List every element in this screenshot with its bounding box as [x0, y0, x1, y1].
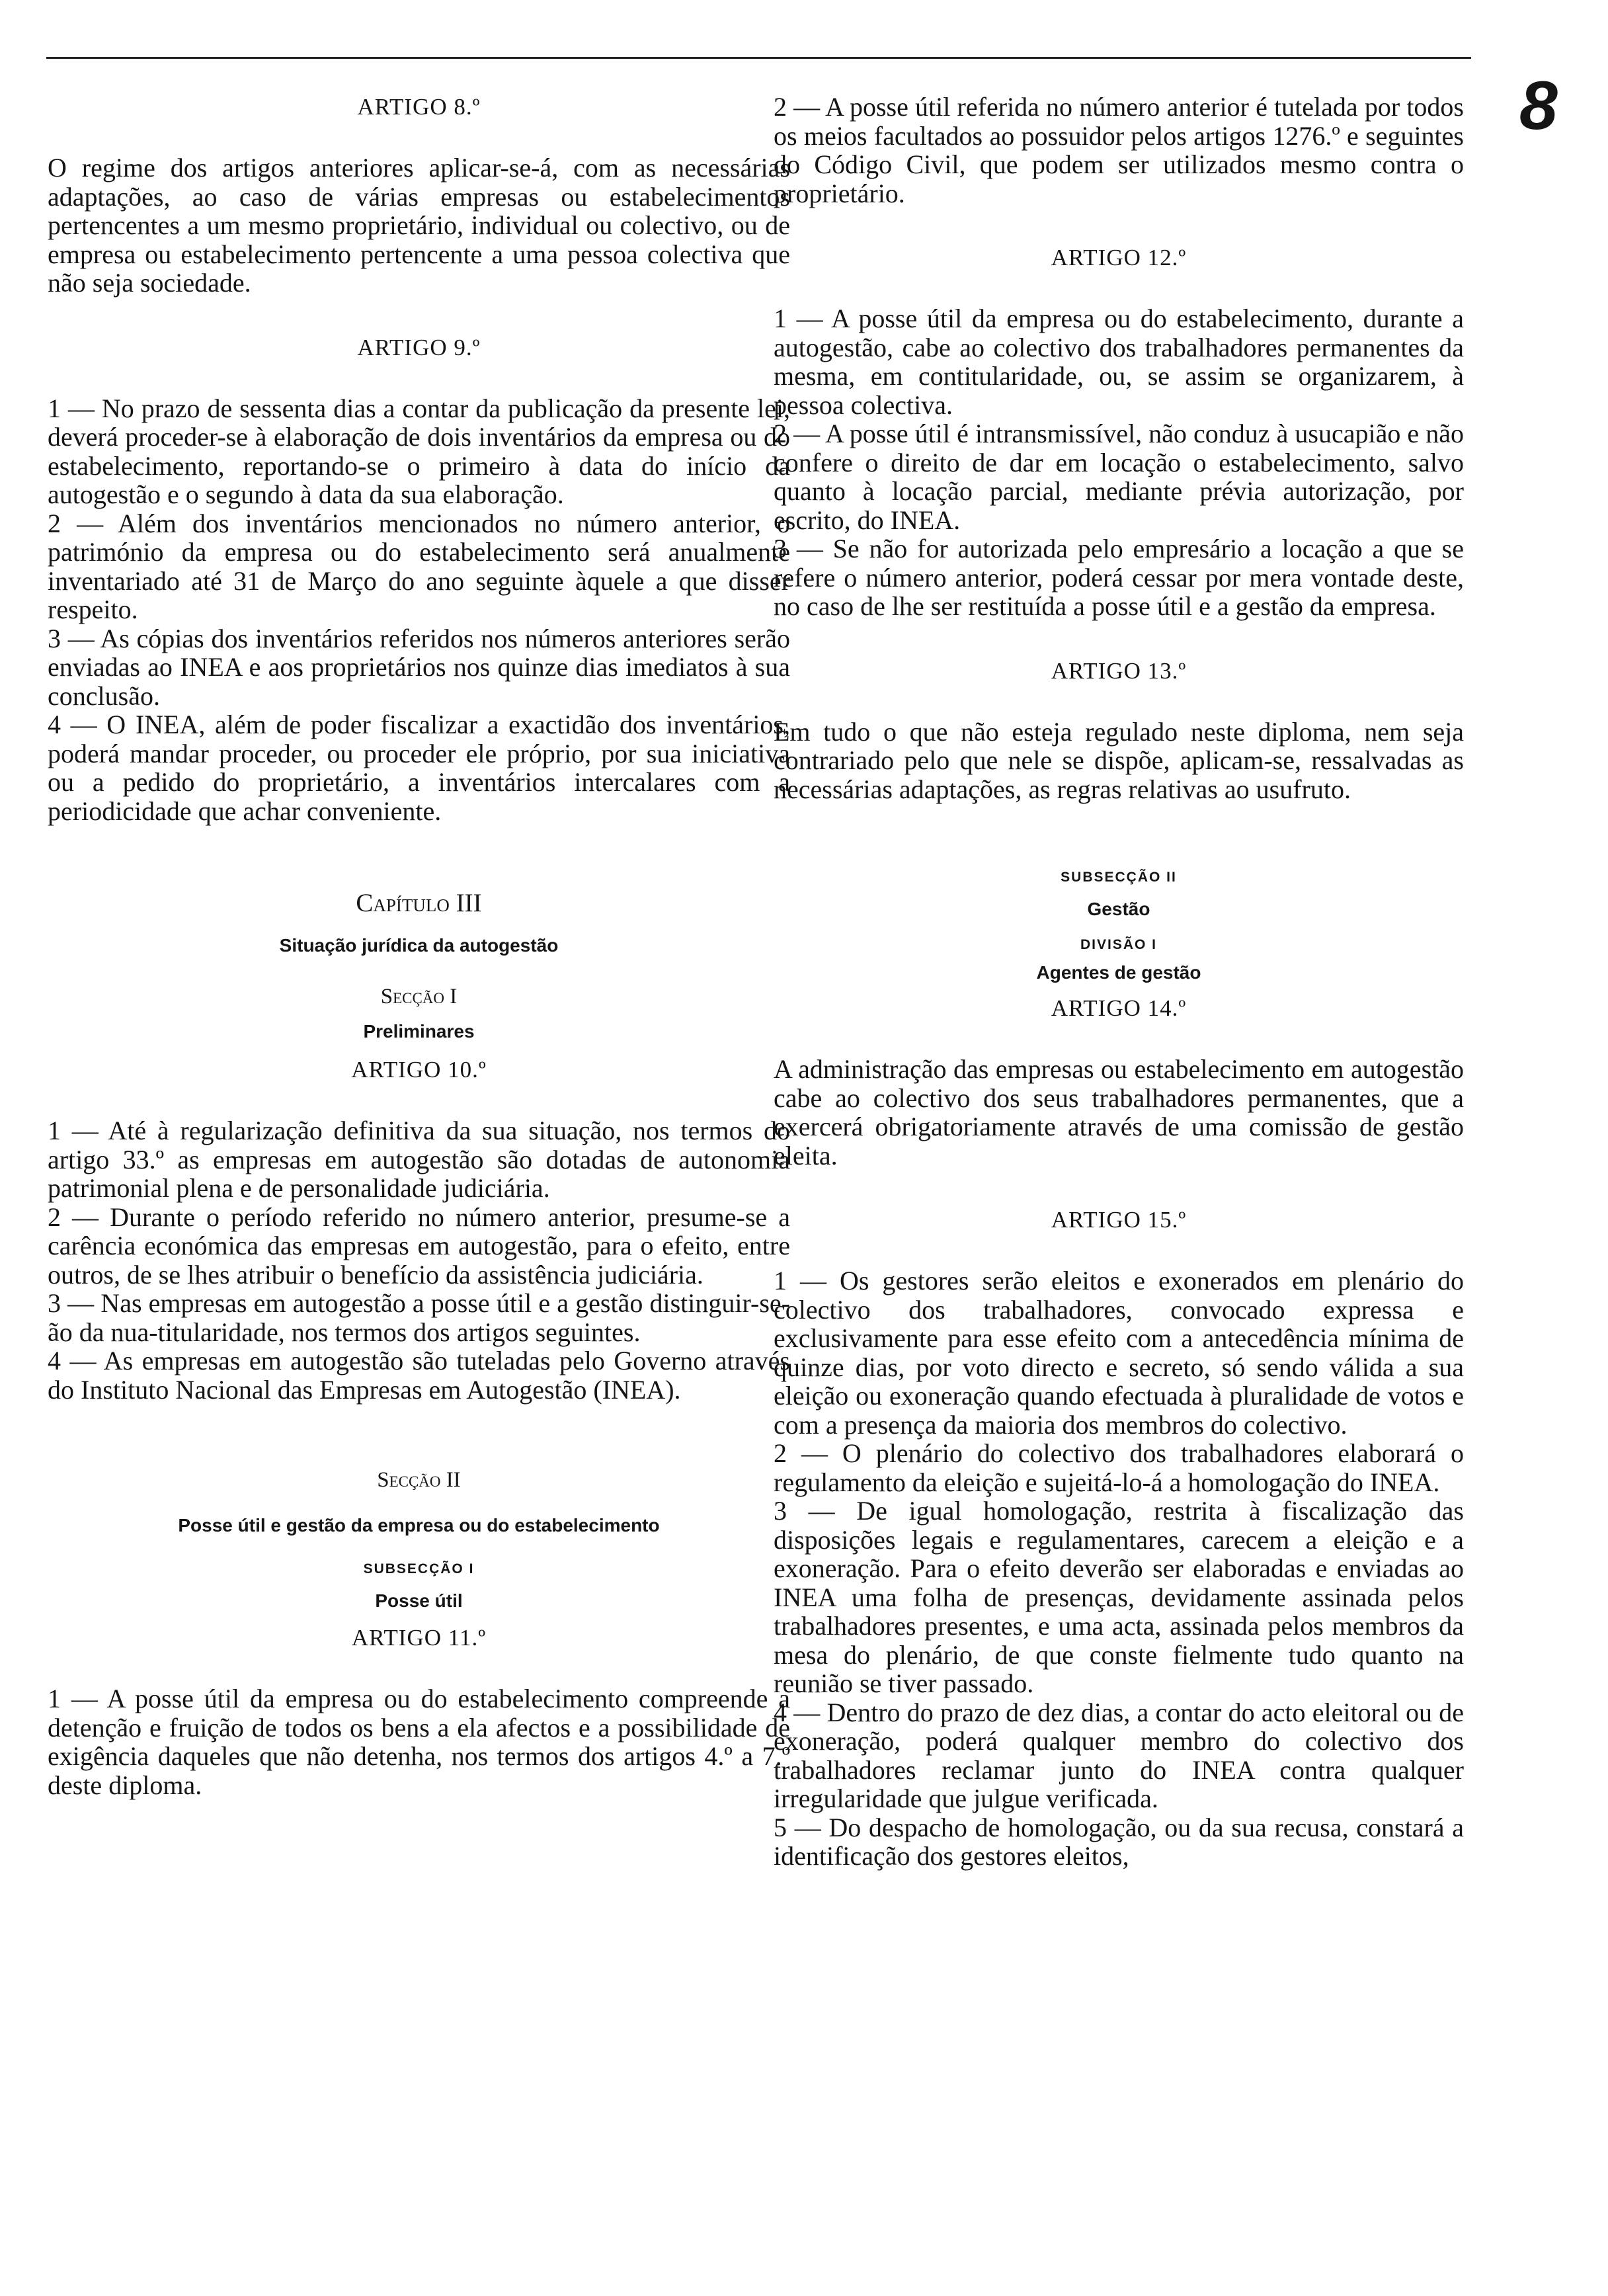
article-9-item-2: 2 — Além dos inventários mencionados no número anterior, o património da empresa ou do estabelecimento será anualmente inventariado até 31 de Março do ano seguinte àquele a que disser respeito. [48, 508, 790, 624]
article-9-item-4: 4 — O INEA, além de poder fiscalizar a exactidão dos inventários, poderá mandar proceder, ou proceder ele próprio, por sua iniciativa ou a pedido do proprietário, a inventários intercalares com a periodicidade que achar conveniente. [48, 710, 790, 826]
article-10-item-4: 4 — As empresas em autogestão são tuteladas pelo Governo através do Instituto Nacional das Empresas em Autogestão (INEA). [48, 1346, 790, 1405]
section-2-title: Secção II [377, 1468, 461, 1492]
section-1-subtitle: Preliminares [363, 1021, 475, 1042]
article-15-item-3: 3 — De igual homologação, restrita à fiscalização das disposições legais e regulamentares, carecem a eleição e a exoneração. Para o efeito deverão ser elaboradas e enviadas ao INEA uma folha de presenças, devidamente assinada pelos trabalhadores presentes, e uma acta, assinada pelos membros da mesa do plenário, de que conste fielmente tudo quanto na reunião se tiver passado. [774, 1496, 1464, 1698]
article-14-heading: ARTIGO 14.º [1051, 995, 1187, 1021]
article-15-item-1: 1 — Os gestores serão eleitos e exonerados em plenário do colectivo dos trabalhadores, convocado expressa e exclusivamente para esse efeito com a antecedência mínima de quinze dias, por voto directo e secreto, só sendo válida a sua eleição ou exoneração quando efectuada à pluralidade de votos e com a presença da maioria dos membros do colectivo. [774, 1266, 1464, 1440]
top-rule [46, 57, 1471, 59]
article-13-heading: ARTIGO 13.º [1051, 657, 1187, 684]
subsection-2-title: SUBSECÇÃO II [1061, 870, 1177, 885]
article-15-heading: ARTIGO 15.º [1051, 1207, 1187, 1233]
section-1-title: Secção I [380, 985, 458, 1008]
article-10-item-1: 1 — Até à regularização definitiva da sua situação, nos termos do artigo 33.º as empresas em autogestão são dotadas de autonomia patrimonial plena e de personalidade judiciária. [48, 1116, 790, 1203]
subsection-1-title: SUBSECÇÃO I [363, 1561, 475, 1577]
article-13-text: Em tudo o que não esteja regulado neste diploma, nem seja contrariado pelo que nele se dispõe, aplicam-se, ressalvadas as necessárias adaptações, as regras relativas ao usufruto. [774, 716, 1464, 804]
article-12-item-3: 3 — Se não for autorizada pelo empresário a locação a que se refere o número anterior, poderá cessar por mera vontade deste, no caso de lhe ser restituída a posse útil e a gestão da empresa. [774, 534, 1464, 621]
article-10-heading: ARTIGO 10.º [351, 1057, 487, 1083]
article-11-item-2: 2 — A posse útil referida no número anterior é tutelada por todos os meios facultados ao possuidor pelos artigos 1276.º e seguintes do Código Civil, que podem ser utilizados mesmo contra o proprietário. [774, 92, 1464, 208]
article-8-text: O regime dos artigos anteriores aplicar-se-á, com as necessárias adaptações, ao caso de várias empresas ou estabelecimentos pertencentes a um mesmo proprietário, individual ou colectivo, ou de empresa ou estabelecimento pertencente a uma pessoa colectiva que não seja sociedade. [48, 153, 790, 298]
article-9-heading: ARTIGO 9.º [357, 334, 481, 360]
article-10-item-3: 3 — Nas empresas em autogestão a posse útil e a gestão distinguir-se-ão da nua-titularidade, nos termos dos artigos seguintes. [48, 1288, 790, 1347]
chapter-subtitle: Situação jurídica da autogestão [279, 935, 559, 956]
left-column [48, 93, 790, 1799]
article-15-item-5: 5 — Do despacho de homologação, ou da sua recusa, constará a identificação dos gestores eleitos, [774, 1812, 1464, 1871]
subsection-1-subtitle: Posse útil [375, 1590, 463, 1611]
article-11-item-1: 1 — A posse útil da empresa ou do estabelecimento compreende a detenção e fruição de todos os bens a ela afectos e a possibilidade de exigência daqueles que não detenha, nos termos dos artigos 4.º a 7.º deste diploma. [48, 1684, 790, 1800]
division-1-title: DIVISÃO I [1080, 937, 1158, 952]
article-9-item-1: 1 — No prazo de sessenta dias a contar da publicação da presente lei, deverá proceder-se à elaboração de dois inventários da empresa ou do estabelecimento, reportando-se o primeiro à data do início da autogestão e o segundo à data da sua elaboração. [48, 393, 790, 509]
article-12-heading: ARTIGO 12.º [1051, 245, 1187, 270]
right-column [774, 93, 1464, 1871]
article-14-text: A administração das empresas ou estabelecimento em autogestão cabe ao colectivo dos seus trabalhadores permanentes, que a exercerá obrigatoriamente através de uma comissão de gestão eleita. [774, 1054, 1464, 1170]
article-9-item-3: 3 — As cópias dos inventários referidos nos números anteriores serão enviadas ao INEA e aos proprietários nos quinze dias imediatos à sua conclusão. [48, 623, 790, 711]
chapter-title: Capítulo III [356, 889, 482, 917]
article-15-item-2: 2 — O plenário do colectivo dos trabalhadores elaborará o regulamento da eleição e sujeitá-lo-á a homologação do INEA. [774, 1438, 1464, 1497]
article-15-item-4: 4 — Dentro do prazo de dez dias, a contar do acto eleitoral ou de exoneração, poderá qualquer membro do colectivo dos trabalhadores reclamar junto do INEA contra qualquer irregularidade que julgue verificada. [774, 1697, 1464, 1813]
page-number: 8 [1519, 67, 1558, 144]
article-12-item-2: 2 — A posse útil é intransmissível, não conduz à usucapião e não confere o direito de dar em locação o estabelecimento, salvo quanto à locação parcial, mediante prévia autorização, por escrito, do INEA. [774, 419, 1464, 535]
subsection-2-subtitle: Gestão [1087, 899, 1150, 919]
article-10-item-2: 2 — Durante o período referido no número anterior, presume-se a carência económica das empresas em autogestão, para o efeito, entre outros, de se lhes atribuir o benefício da assistência judiciária. [48, 1202, 790, 1290]
article-11-heading: ARTIGO 11.º [351, 1625, 487, 1651]
article-12-item-1: 1 — A posse útil da empresa ou do estabelecimento, durante a autogestão, cabe ao colectivo dos trabalhadores permanentes da mesma, em contitularidade, ou, se assim se organizarem, à pessoa colectiva. [774, 304, 1464, 420]
section-2-subtitle: Posse útil e gestão da empresa ou do estabelecimento [178, 1515, 660, 1536]
division-1-subtitle: Agentes de gestão [1036, 962, 1201, 983]
article-8-heading: ARTIGO 8.º [357, 94, 481, 120]
